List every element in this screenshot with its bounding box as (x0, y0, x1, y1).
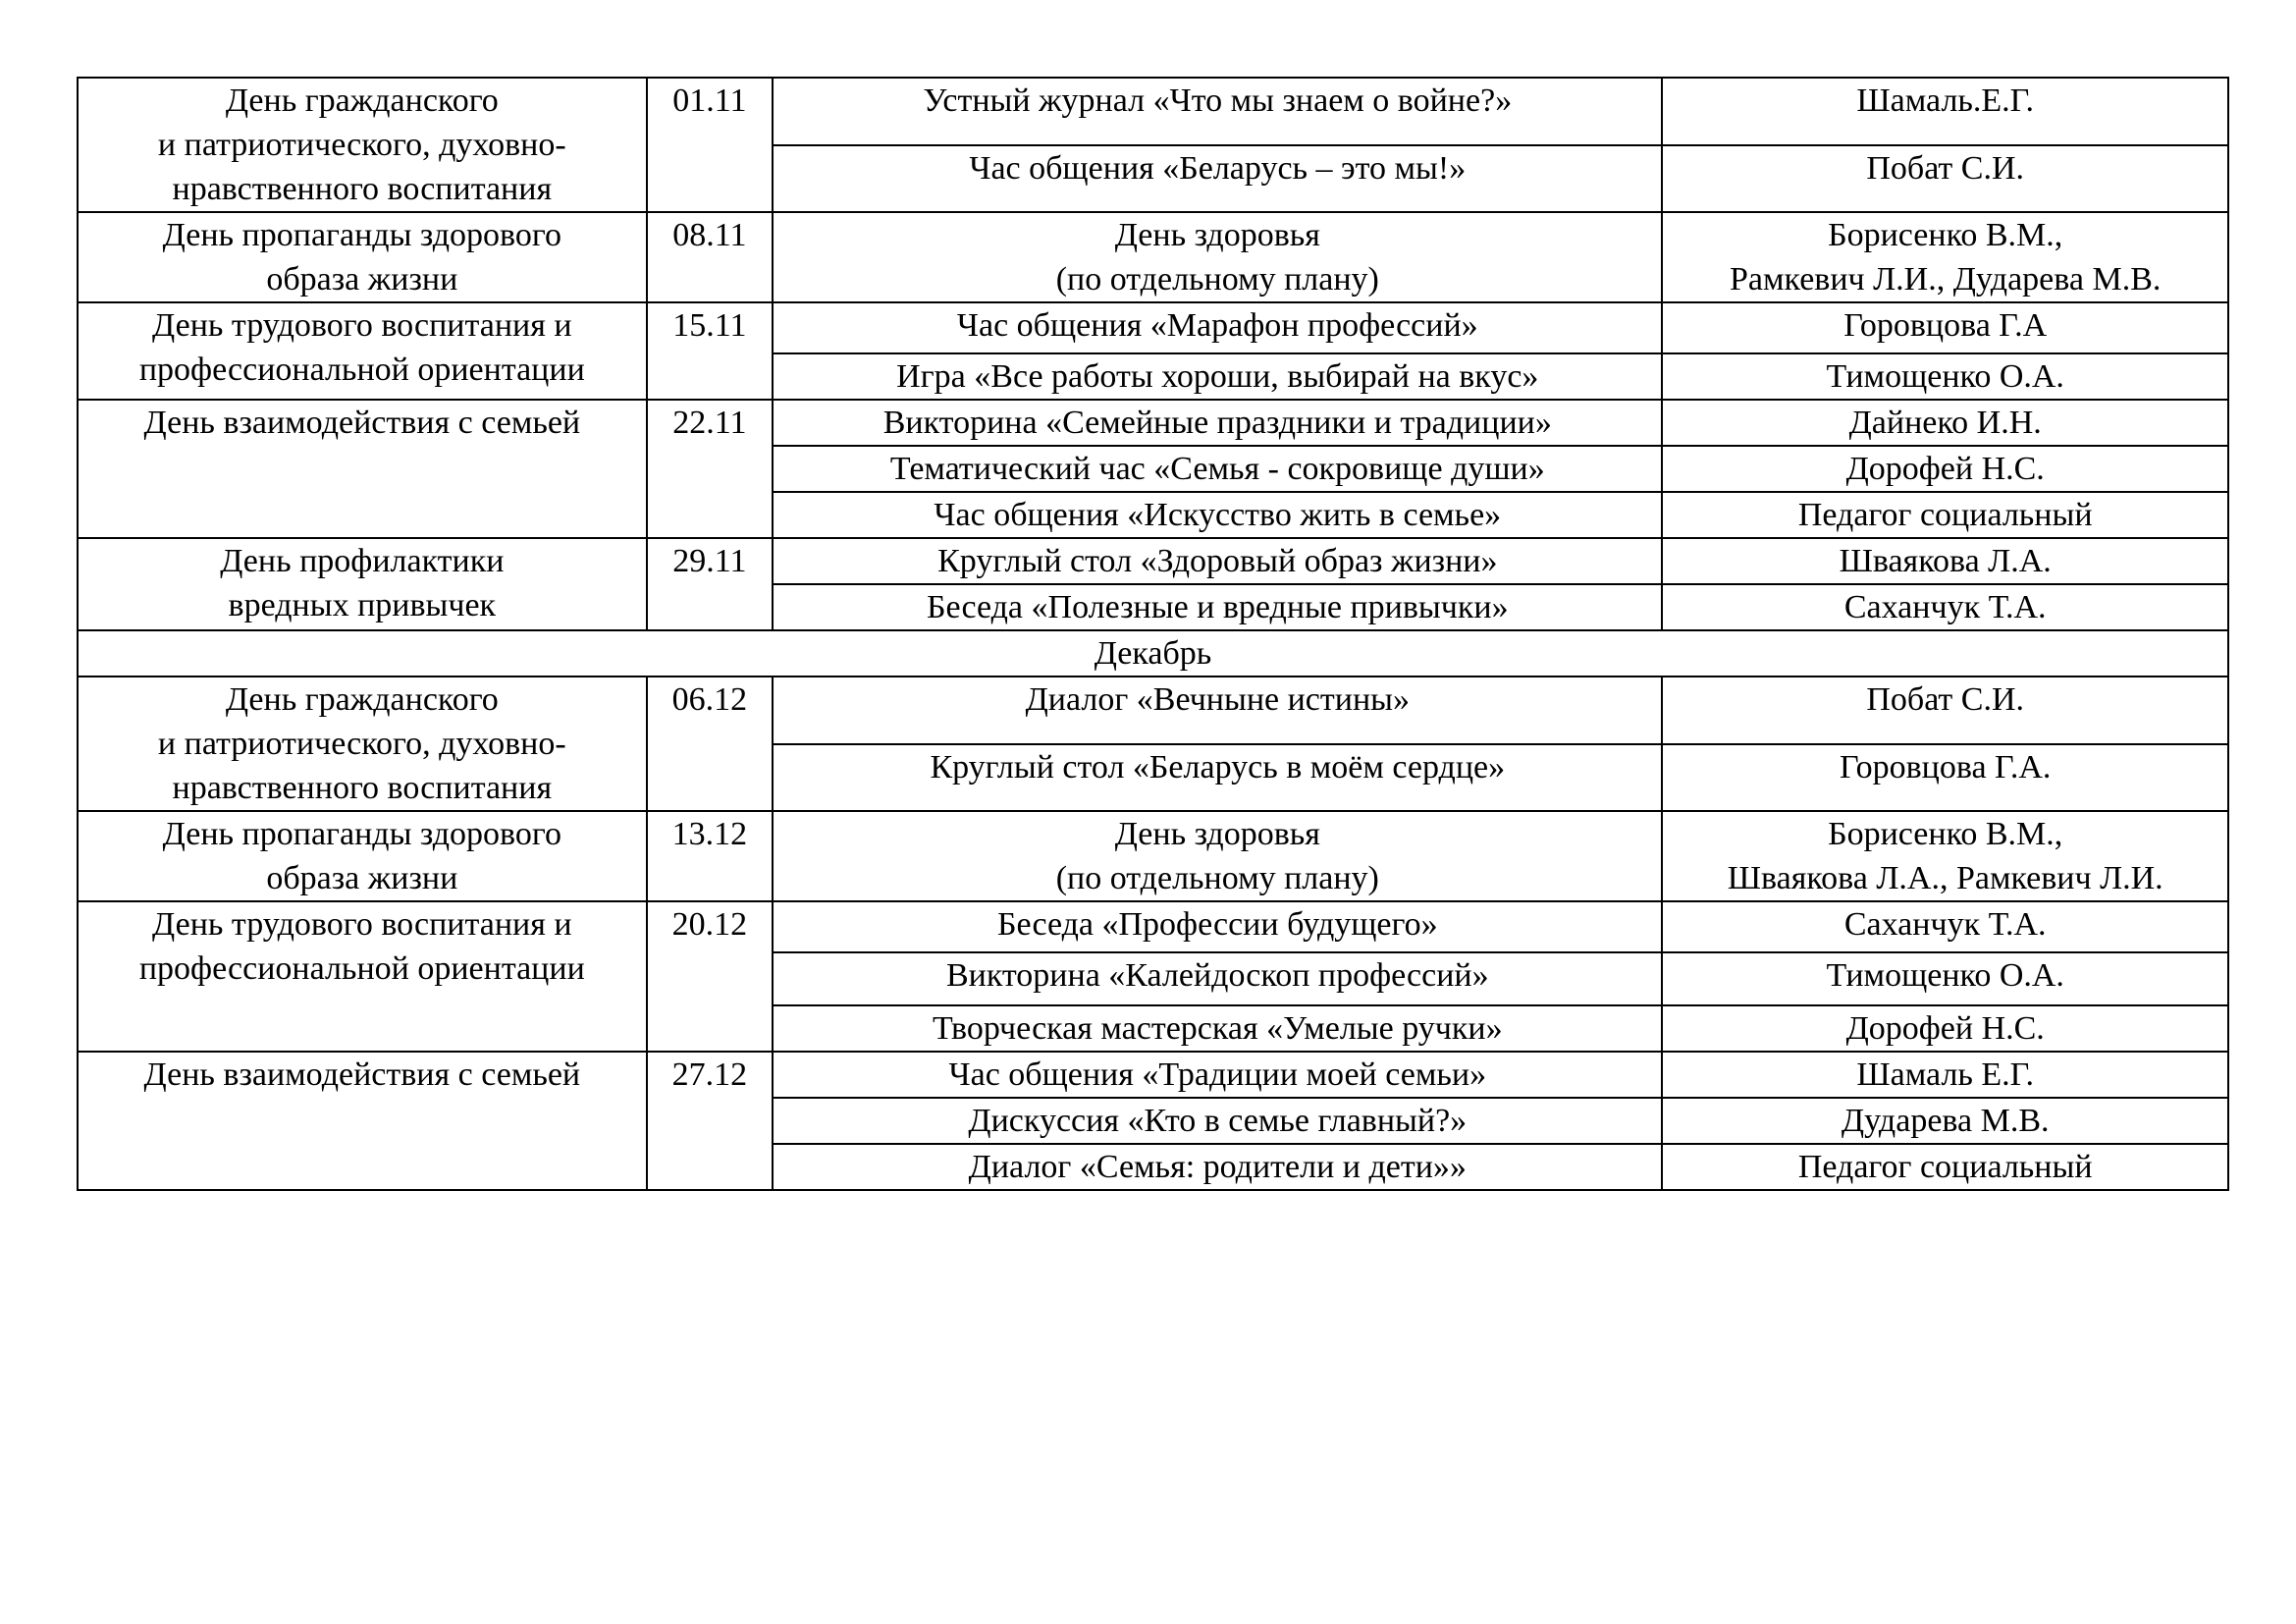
text-line: Час общения «Беларусь – это мы!» (969, 149, 1467, 187)
text-line: Час общения «Искусство жить в семье» (934, 497, 1502, 533)
text-line: Борисенко В.М., (1828, 217, 2063, 253)
text-line: Саханчук Т.А. (1843, 589, 2047, 625)
month-label: Декабрь (78, 630, 2228, 677)
text-line: День гражданского (225, 681, 499, 718)
text-line: Рамкевич Л.И., Дударева М.В. (1730, 261, 2162, 298)
table-row (78, 677, 2228, 744)
text-line: День здоровья (1114, 217, 1320, 253)
text-line: нравственного воспитания (172, 770, 553, 806)
text-line: Дударева М.В. (1841, 1103, 2050, 1139)
responsible-cell (1662, 538, 2228, 584)
day-theme-cell (78, 811, 647, 901)
text-line: Игра «Все работы хороши, выбирай на вкус» (896, 358, 1539, 395)
text-line: День профилактики (220, 543, 505, 579)
event-cell (773, 677, 1662, 744)
day-theme-cell (78, 538, 647, 630)
text-line: Диалог «Семья: родители и дети»» (968, 1149, 1467, 1185)
responsible-cell (1662, 446, 2228, 492)
table-row (78, 811, 2228, 901)
table-row (78, 212, 2228, 302)
text-line: Тематический час «Семья - сокровище души» (889, 451, 1545, 487)
text-line: Шваякова Л.А., Рамкевич Л.И. (1727, 860, 2163, 896)
text-line: Устный журнал «Что мы знаем о войне?» (923, 82, 1513, 119)
text-line: Диалог «Вечныне истины» (1025, 681, 1410, 718)
responsible-cell (1662, 901, 2228, 952)
text-line: образа жизни (266, 261, 458, 298)
text-line: Дорофей Н.С. (1845, 1010, 2045, 1047)
event-cell (773, 400, 1662, 446)
text-line: День взаимодействия с семьей (143, 405, 581, 441)
responsible-cell (1662, 353, 2228, 400)
event-cell (773, 78, 1662, 145)
date-cell: 15.11 (647, 302, 774, 400)
day-theme-cell (78, 78, 647, 212)
text-line: Творческая мастерская «Умелые ручки» (932, 1010, 1503, 1047)
text-line: Беседа «Полезные и вредные привычки» (927, 589, 1509, 625)
responsible-cell (1662, 302, 2228, 353)
text-line: День трудового воспитания и (152, 906, 572, 943)
text-line: Педагог социальный (1797, 497, 2093, 533)
responsible-cell (1662, 1005, 2228, 1052)
text-line: Горовцова Г.А. (1839, 748, 2052, 785)
event-cell (773, 302, 1662, 353)
date-cell: 06.12 (647, 677, 774, 811)
text-line: (по отдельному плану) (1055, 261, 1379, 298)
text-line: (по отдельному плану) (1055, 860, 1379, 896)
text-line: Тимощенко О.А. (1826, 957, 2064, 994)
text-line: День гражданского (225, 82, 499, 119)
text-line: День пропаганды здорового (162, 217, 561, 253)
responsible-cell (1662, 1052, 2228, 1098)
month-header-row (78, 630, 2228, 677)
responsible-cell (1662, 1098, 2228, 1144)
event-cell (773, 952, 1662, 1005)
text-line: День пропаганды здорового (162, 816, 561, 852)
text-line: Круглый стол «Здоровый образ жизни» (937, 543, 1498, 579)
table-row (78, 1052, 2228, 1098)
responsible-cell (1662, 78, 2228, 145)
text-line: Викторина «Калейдоскоп профессий» (945, 957, 1489, 994)
text-line: Борисенко В.М., (1828, 816, 2063, 852)
event-cell (773, 1052, 1662, 1098)
event-cell (773, 145, 1662, 213)
date-cell: 08.11 (647, 212, 774, 302)
responsible-cell (1662, 212, 2228, 302)
day-theme-cell (78, 212, 647, 302)
text-line: Горовцова Г.А (1843, 307, 2048, 344)
text-line: Час общения «Традиции моей семьи» (948, 1056, 1487, 1093)
text-line: Дорофей Н.С. (1845, 451, 2045, 487)
table-row (78, 400, 2228, 446)
event-cell (773, 1144, 1662, 1190)
text-line: нравственного воспитания (172, 171, 553, 207)
text-line: профессиональной ориентации (138, 352, 585, 388)
text-line: и патриотического, духовно- (157, 127, 566, 163)
table-row (78, 302, 2228, 353)
schedule-body (78, 78, 2228, 1190)
responsible-cell (1662, 492, 2228, 538)
responsible-cell (1662, 584, 2228, 630)
text-line: Шваякова Л.А. (1839, 543, 2052, 579)
text-line: Дискуссия «Кто в семье главный?» (968, 1103, 1468, 1139)
event-cell (773, 538, 1662, 584)
event-cell (773, 212, 1662, 302)
event-cell (773, 1005, 1662, 1052)
responsible-cell (1662, 677, 2228, 744)
day-theme-cell (78, 901, 647, 1052)
date-cell: 22.11 (647, 400, 774, 538)
date-cell: 27.12 (647, 1052, 774, 1190)
text-line: вредных привычек (228, 587, 497, 623)
day-theme-cell (78, 1052, 647, 1190)
text-line: День здоровья (1114, 816, 1320, 852)
event-cell (773, 811, 1662, 901)
text-line: Педагог социальный (1797, 1149, 2093, 1185)
text-line: и патриотического, духовно- (157, 726, 566, 762)
day-theme-cell (78, 677, 647, 811)
responsible-cell (1662, 811, 2228, 901)
day-theme-cell (78, 302, 647, 400)
event-cell (773, 492, 1662, 538)
responsible-cell (1662, 952, 2228, 1005)
text-line: Беседа «Профессии будущего» (996, 906, 1438, 943)
text-line: Викторина «Семейные праздники и традиции» (882, 405, 1552, 441)
text-line: День трудового воспитания и (152, 307, 572, 344)
text-line: Дайнеко И.Н. (1848, 405, 2042, 441)
text-line: Побат С.И. (1866, 681, 2025, 718)
event-cell (773, 901, 1662, 952)
responsible-cell (1662, 145, 2228, 213)
event-cell (773, 353, 1662, 400)
text-line: Шамаль.Е.Г. (1856, 82, 2034, 119)
text-line: профессиональной ориентации (138, 950, 585, 987)
table-row (78, 901, 2228, 952)
responsible-cell (1662, 400, 2228, 446)
text-line: Саханчук Т.А. (1843, 906, 2047, 943)
text-line: День взаимодействия с семьей (143, 1056, 581, 1093)
text-line: Тимощенко О.А. (1826, 358, 2064, 395)
date-cell: 29.11 (647, 538, 774, 630)
responsible-cell (1662, 744, 2228, 812)
schedule-table (77, 77, 2229, 1191)
date-cell: 20.12 (647, 901, 774, 1052)
event-cell (773, 446, 1662, 492)
date-cell: 01.11 (647, 78, 774, 212)
event-cell (773, 584, 1662, 630)
text-line: Круглый стол «Беларусь в моём сердце» (930, 748, 1506, 785)
event-cell (773, 1098, 1662, 1144)
text-line: образа жизни (266, 860, 458, 896)
responsible-cell (1662, 1144, 2228, 1190)
text-line: Побат С.И. (1866, 149, 2025, 187)
table-row (78, 78, 2228, 145)
text-line: Час общения «Марафон профессий» (956, 307, 1478, 344)
event-cell (773, 744, 1662, 812)
table-row (78, 538, 2228, 584)
text-line: Шамаль Е.Г. (1856, 1056, 2034, 1093)
day-theme-cell (78, 400, 647, 538)
date-cell: 13.12 (647, 811, 774, 901)
